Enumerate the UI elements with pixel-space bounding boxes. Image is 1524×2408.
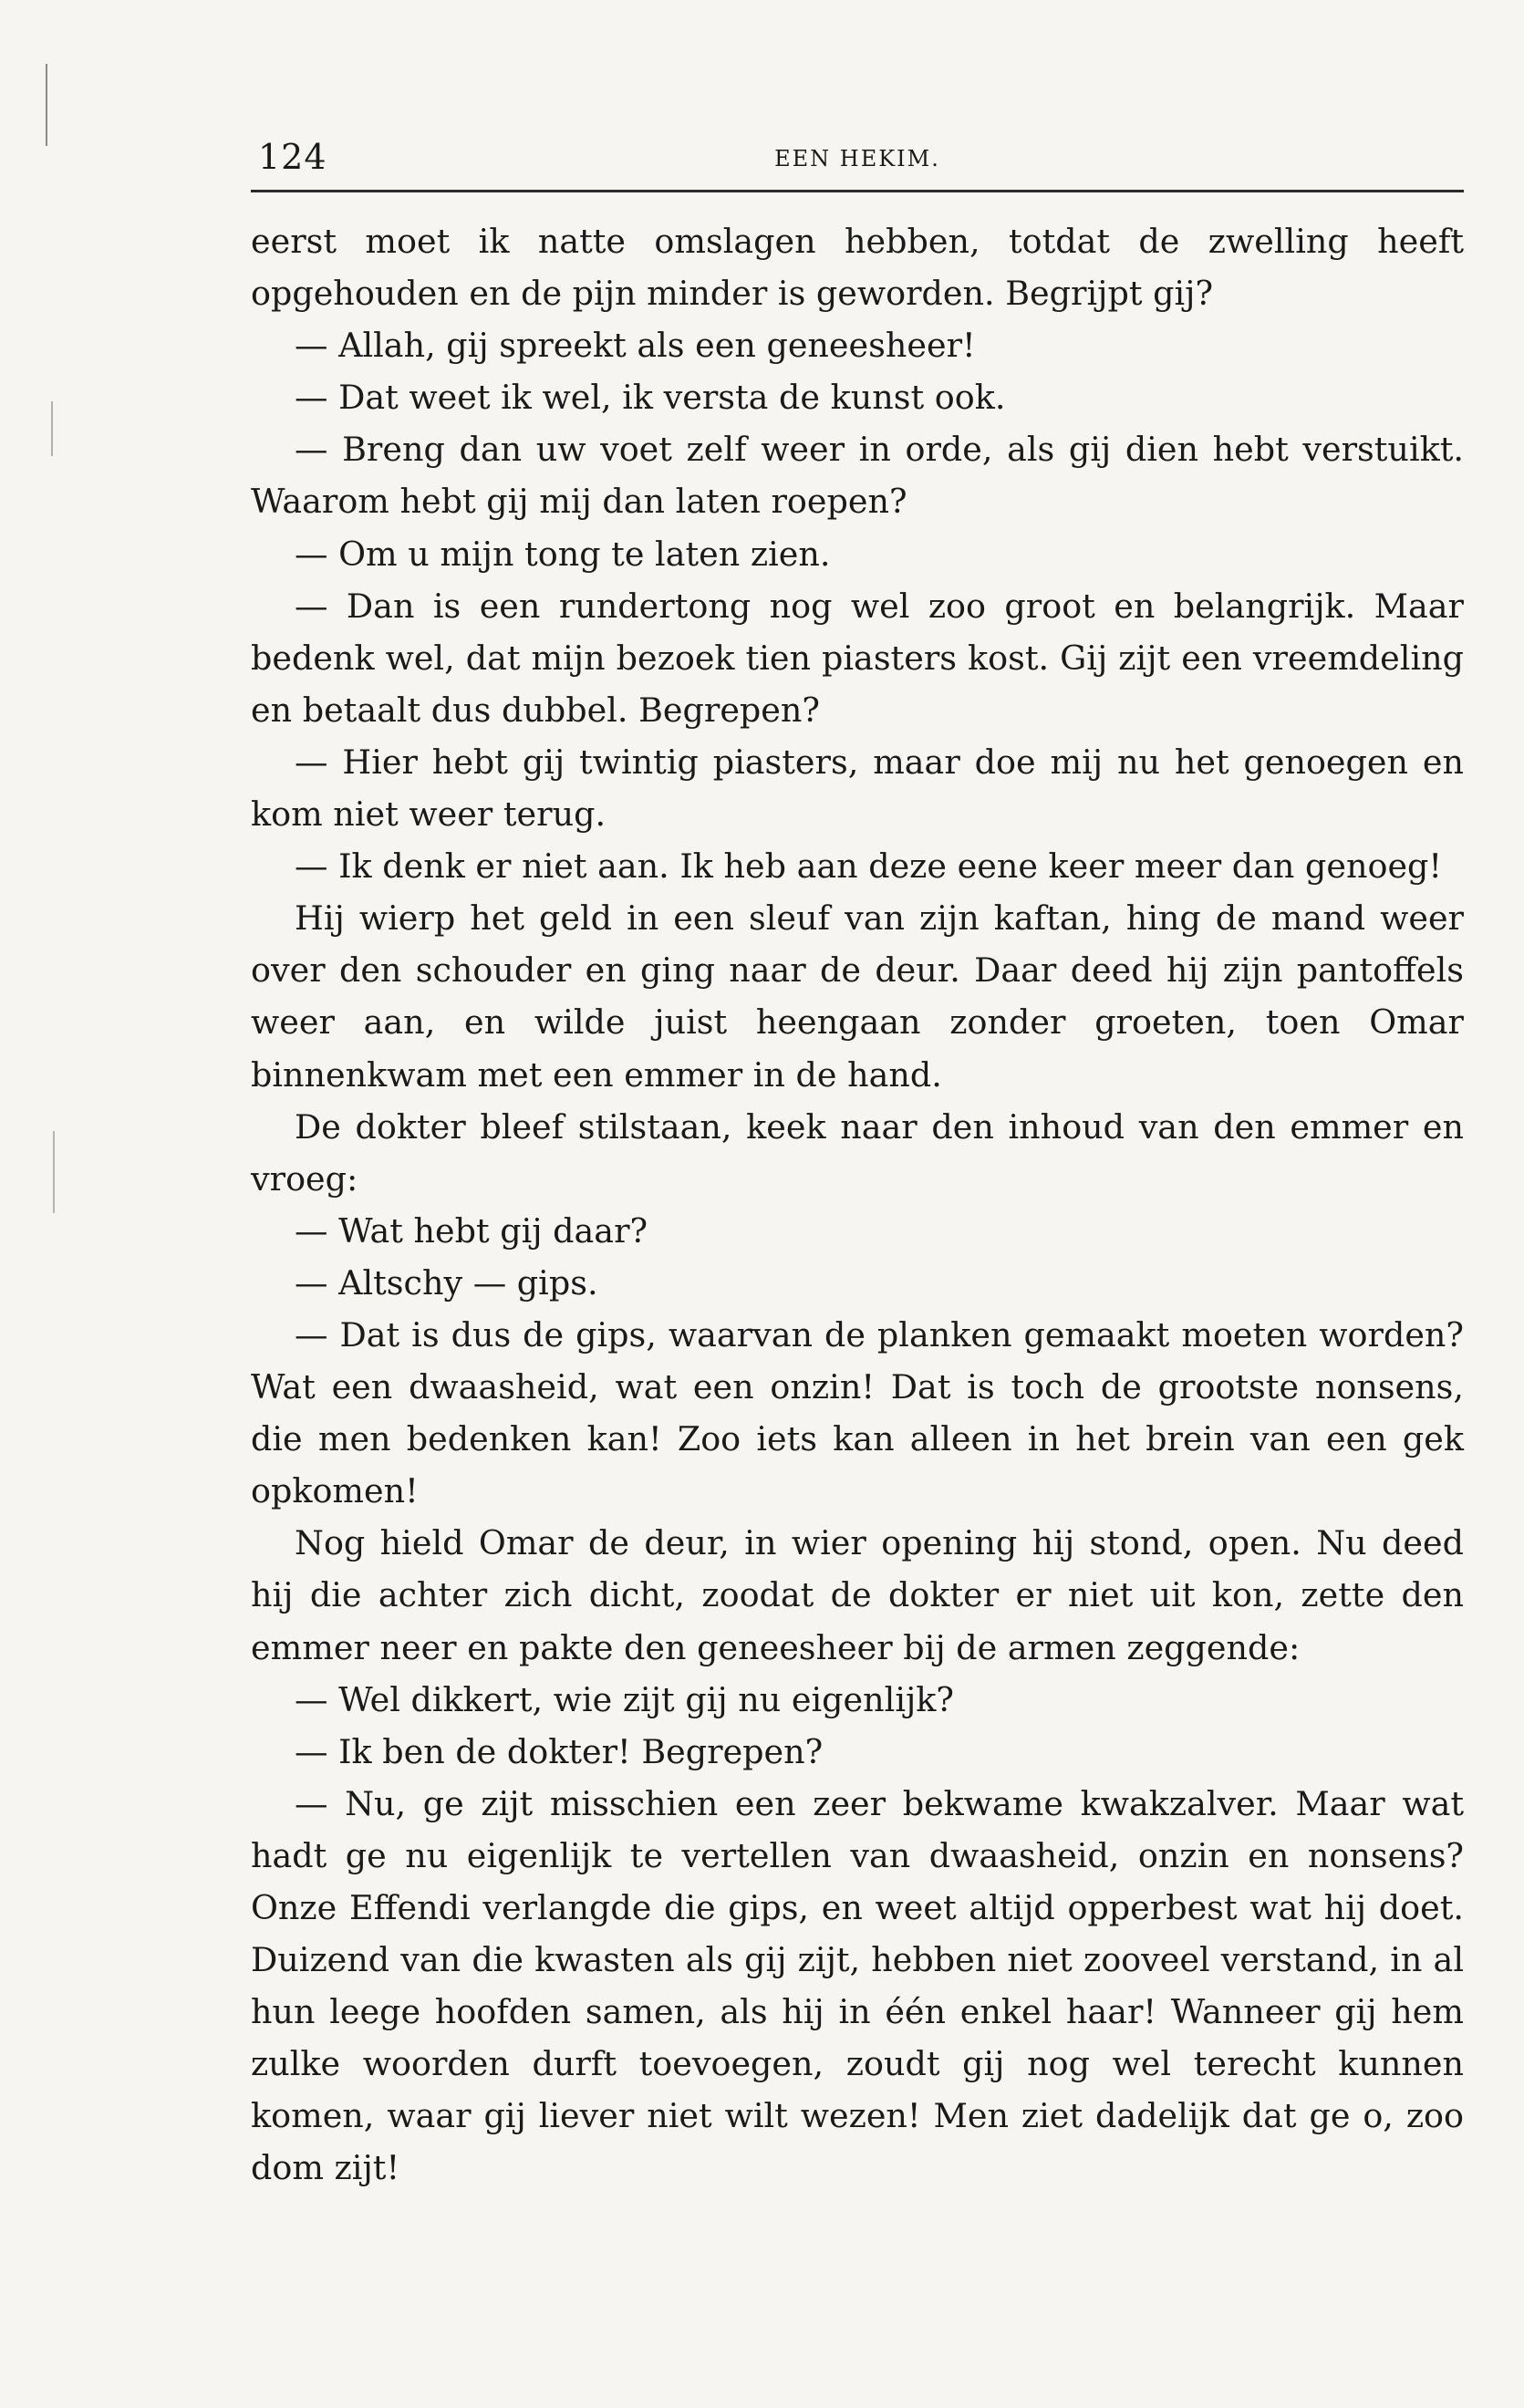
body-text	[251, 215, 1464, 2195]
paragraph: — Nu, ge zijt misschien een zeer bekwame kwakzalver. Maar wat hadt ge nu eigenlijk te vertellen van dwaasheid, onzin en nonsens? Onze Effendi verlangde die gips, en weet altijd opperbest wat hij doet. Duizend van die kwasten als gij zijt, hebben niet zooveel verstand, in al hun leege hoofden samen, als hij in één enkel haar! Wanneer gij hem zulke woorden durft toevoegen, zoudt gij nog wel terecht kunnen komen, waar gij liever niet wilt wezen! Men ziet dadelijk dat ge o, zoo dom zijt!	[251, 1783, 1464, 2188]
page-header	[251, 137, 1464, 188]
margin-mark	[46, 64, 47, 146]
paragraph: — Dat is dus de gips, waarvan de planken gemaakt moeten worden? Wat een dwaasheid, wat een onzin! Dat is toch de grootste nonsens, die men bedenken kan! Zoo iets kan alleen in het brein van een gek opkomen!	[251, 1314, 1464, 1511]
paragraph: — Wat hebt gij daar?	[295, 1210, 648, 1251]
paragraph: — Ik denk er niet aan. Ik heb aan deze eene keer meer dan genoeg!	[295, 846, 1443, 887]
running-title: EEN HEKIM.	[774, 146, 940, 171]
paragraph: — Ik ben de dokter! Begrepen?	[295, 1731, 824, 1771]
paragraph: eerst moet ik natte omslagen hebben, totdat de zwelling heeft opgehouden en de pijn minder is geworden. Begrijpt gij?	[251, 222, 1464, 314]
header-rule	[251, 190, 1464, 192]
paragraph: — Wel dikkert, wie zijt gij nu eigenlijk?	[295, 1679, 954, 1719]
paragraph: — Breng dan uw voet zelf weer in orde, als gij dien hebt verstuikt. Waarom hebt gij mij dan laten roepen?	[251, 430, 1464, 522]
paragraph: — Hier hebt gij twintig piasters, maar doe mij nu het genoegen en kom niet weer terug.	[251, 742, 1464, 835]
paragraph: — Dat weet ik wel, ik versta de kunst ook.	[295, 378, 1006, 418]
paragraph: — Allah, gij spreekt als een geneesheer!	[295, 326, 976, 366]
page-number: 124	[258, 137, 327, 177]
margin-mark	[53, 1131, 55, 1213]
paragraph: De dokter bleef stilstaan, keek naar den inhoud van den emmer en vroeg:	[251, 1106, 1464, 1199]
margin-mark	[51, 401, 53, 456]
paragraph: Nog hield Omar de deur, in wier opening hij stond, open. Nu deed hij die achter zich dicht, zoodat de dokter er niet uit kon, zette den emmer neer en pakte den geneesheer bij de armen zeggende:	[251, 1523, 1464, 1667]
paragraph: — Dan is een rundertong nog wel zoo groot en belangrijk. Maar bedenk wel, dat mijn bezoek tien piasters kost. Gij zijt een vreemdeling en betaalt dus dubbel. Begrepen?	[251, 586, 1464, 730]
paragraph: — Om u mijn tong te laten zien.	[295, 534, 831, 574]
paragraph: Hij wierp het geld in een sleuf van zijn kaftan, hing de mand weer over den schouder en ging naar de deur. Daar deed hij zijn pantoffels weer aan, en wilde juist heengaan zonder groeten, toen Omar binnenkwam met een emmer in de hand.	[251, 898, 1464, 1095]
paragraph: — Altschy — gips.	[295, 1262, 598, 1303]
